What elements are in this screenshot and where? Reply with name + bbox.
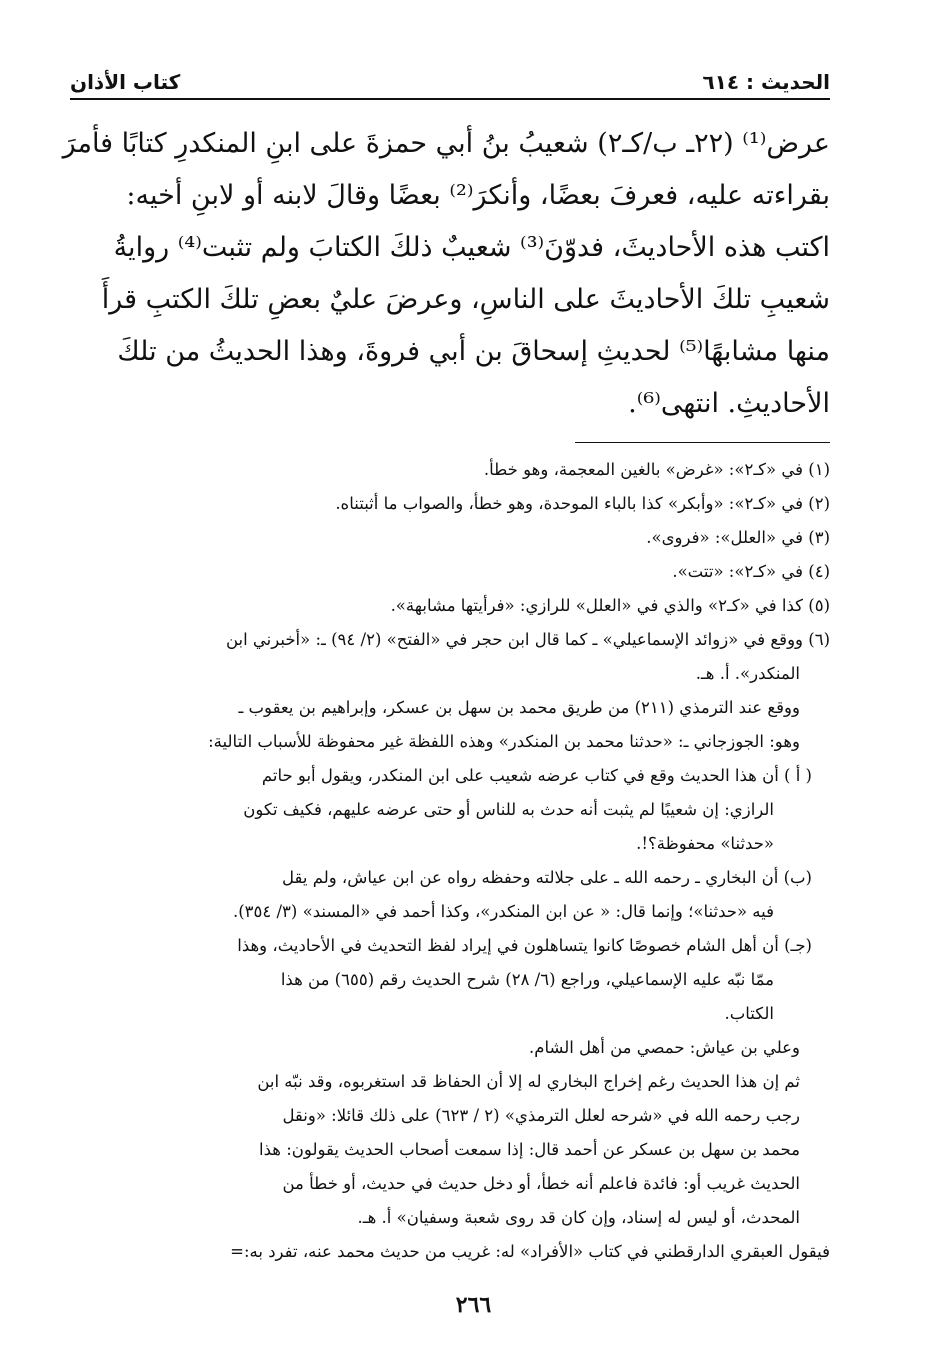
commentary-line: فيقول العبقري الدارقطني في كتاب «الأفراد» له: غريب من حديث محمد عنه، تفرد به:= — [230, 1242, 830, 1261]
main-text-line: منها مشابهًا⁽⁵⁾ لحديثِ إسحاقَ بن أبي فروةَ، وهذا الحديثُ من تلكَ — [117, 336, 830, 367]
footnote-6-continued: المنكدر». أ. هـ. — [695, 664, 800, 683]
main-text-line: شعيبِ تلكَ الأحاديثَ على الناسِ، وعرضَ عليٌ بعضِ تلكَ الكتبِ قرأَ — [101, 284, 830, 315]
main-text-line: الأحاديثِ. انتهى⁽⁶⁾. — [628, 388, 830, 419]
footnote-4: (٤) في «كـ٢»: «تتت». — [672, 562, 830, 581]
footnote-5: (٥) كذا في «كـ٢» والذي في «العلل» للرازي: «فرأيتها مشابهة». — [390, 596, 830, 615]
commentary-line: الرازي: إن شعيبًا لم يثبت أنه حدث به للناس أو حتى عرضه عليهم، فكيف تكون — [243, 800, 774, 819]
page-header — [70, 60, 830, 100]
footnote-3: (٣) في «العلل»: «فروى». — [646, 528, 830, 547]
footnote-separator — [575, 442, 830, 443]
main-text — [62, 118, 830, 430]
main-text-line: بقراءته عليه، فعرفَ بعضًا، وأنكرَ⁽²⁾ بعضًا وقالَ لابنه أو لابنِ أخيه: — [126, 180, 830, 211]
commentary-line: الحديث غريب أو: فائدة فاعلم أنه خطأ، أو دخل حديث في حديث، أو خطأ من — [282, 1174, 800, 1193]
book-page — [62, 60, 830, 1269]
footnote-2: (٢) في «كـ٢»: «وأبكر» كذا بالباء الموحدة، وهو خطأ، والصواب ما أثبتناه. — [335, 494, 830, 513]
commentary-line: ممّا نبّه عليه الإسماعيلي، وراجع (٦/ ٢٨) شرح الحديث رقم (٦٥٥) من هذا — [280, 970, 774, 989]
commentary-line: المحدث، أو ليس له إسناد، وإن كان قد روى شعبة وسفيان» أ. هـ. — [357, 1208, 800, 1227]
commentary-line: «حدثنا» محفوظة؟!. — [636, 834, 774, 853]
commentary-line: فيه «حدثنا»؛ وإنما قال: « عن ابن المنكدر»، وكذا أحمد في «المسند» (٣/ ٣٥٤). — [232, 902, 774, 921]
main-text-line: اكتب هذه الأحاديثَ، فدوّنَ⁽³⁾ شعيبٌ ذلكَ الكتابَ ولم تثبت⁽⁴⁾ روايةُ — [113, 232, 830, 263]
commentary-line: رجب رحمه الله في «شرحه لعلل الترمذي» (٢ / ٦٢٣) على ذلك قائلا: «ونقل — [282, 1106, 800, 1125]
commentary-line: وعلي بن عياش: حمصي من أهل الشام. — [528, 1038, 800, 1057]
footnote-6: (٦) ووقع في «زوائد الإسماعيلي» ـ كما قال ابن حجر في «الفتح» (٢/ ٩٤) ـ: «أخبرني ابن — [225, 630, 830, 649]
commentary-line: ثم إن هذا الحديث رغم إخراج البخاري له إلا أن الحفاظ قد استغربوه، وقد نبّه ابن — [257, 1072, 800, 1091]
hadith-number-label: الحديث : ٦١٤ — [702, 70, 830, 94]
commentary-line: ووقع عند الترمذي (٢١١) من طريق محمد بن سهل بن عسكر، وإبراهيم بن يعقوب ـ — [238, 698, 800, 717]
commentary-line: محمد بن سهل بن عسكر عن أحمد قال: إذا سمعت أصحاب الحديث يقولون: هذا — [259, 1140, 800, 1159]
page-number: ٢٦٦ — [455, 1292, 492, 1318]
commentary-item-b: (ب) أن البخاري ـ رحمه الله ـ على جلالته وحفظه رواه عن ابن عياش، ولم يقل — [282, 868, 812, 887]
footnote-1: (١) في «كـ٢»: «غرض» بالغين المعجمة، وهو خطأ. — [483, 460, 830, 479]
book-title: كتاب الأذان — [70, 70, 181, 94]
main-text-line: عرض⁽¹⁾ (٢٢ـ ب/كـ٢) شعيبُ بنُ أبي حمزةَ على ابنِ المنكدرِ كتابًا فأمرَ — [62, 128, 830, 159]
footnotes — [70, 453, 830, 1269]
commentary-item-a: ( أ ) أن هذا الحديث وقع في كتاب عرضه شعيب على ابن المنكدر، ويقول أبو حاتم — [261, 766, 812, 785]
commentary-line: الكتاب. — [724, 1004, 774, 1023]
commentary-item-c: (جـ) أن أهل الشام خصوصًا كانوا يتساهلون في إيراد لفظ التحديث في الأحاديث، وهذا — [237, 936, 812, 955]
commentary-line: وهو: الجوزجاني ـ: «حدثنا محمد بن المنكدر» وهذه اللفظة غير محفوظة للأسباب التالية: — [208, 732, 800, 751]
